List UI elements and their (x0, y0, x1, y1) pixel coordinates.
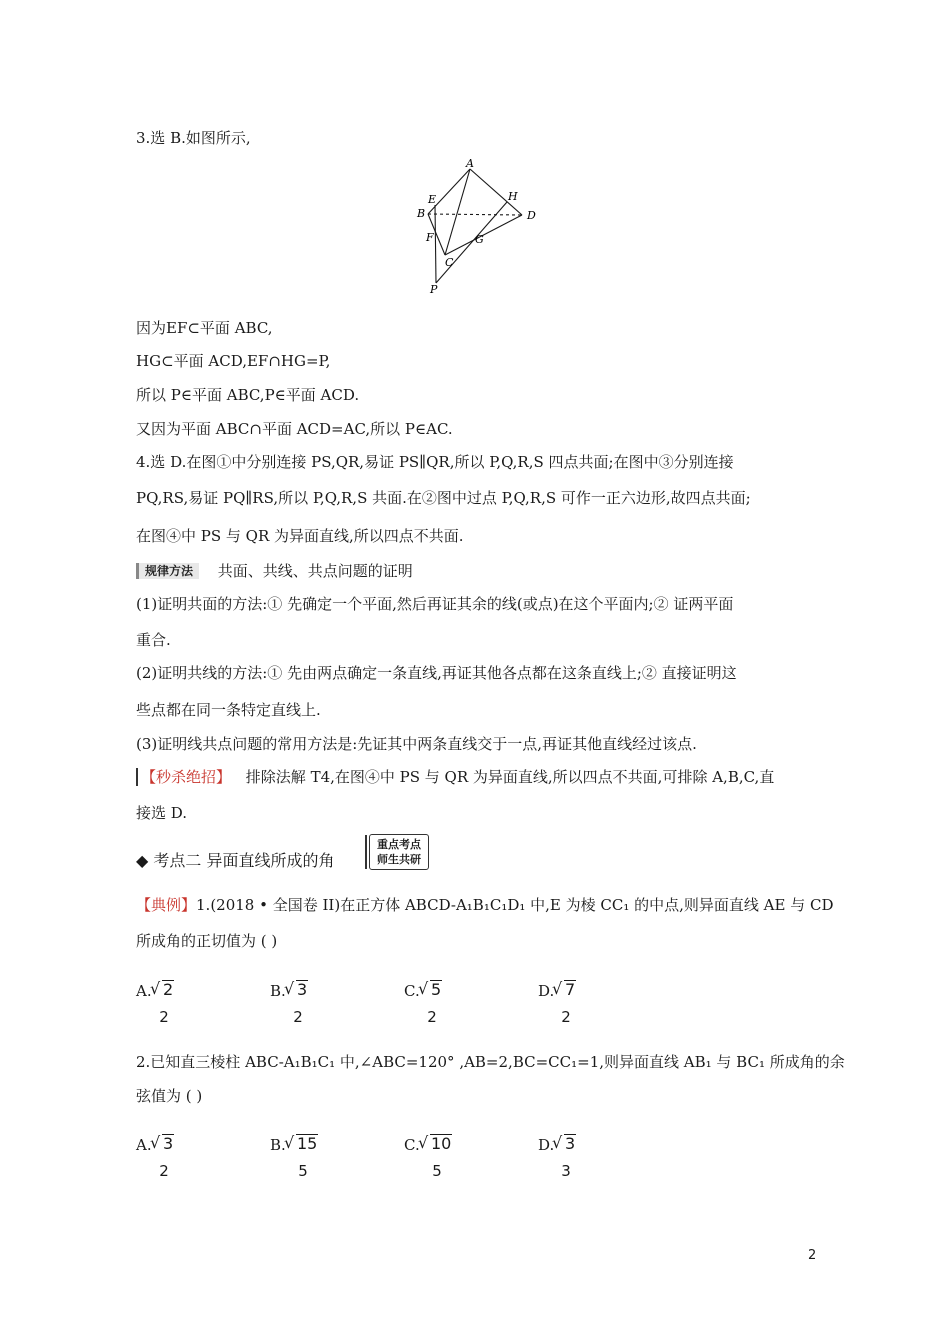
label-D: D (527, 209, 536, 222)
example2-line-1: 2.已知直三棱柱 ABC-A₁B₁C₁ 中,∠ABC=120° ,AB=2,BC=CC₁=1,则异面直线 AB₁ 与 BC₁ 所成角的余 (136, 1053, 845, 1071)
denominator: 2 (159, 1162, 169, 1180)
method-line-1: (1)证明共面的方法:① 先确定一个平面,然后再证其余的线(或点)在这个平面内;② 证两平面 (136, 595, 734, 613)
denominator: 2 (561, 1008, 571, 1026)
radicand: 3 (163, 1134, 174, 1153)
q3-intro: 3.选 B.如图所示, (136, 129, 251, 147)
method-line-2: 重合. (136, 631, 171, 649)
option-label: D. (538, 1136, 555, 1154)
radicand: 7 (565, 980, 576, 999)
radicand: 10 (431, 1134, 452, 1153)
radicand: 15 (297, 1134, 318, 1153)
option-label: C. (404, 982, 420, 1000)
radicand: 5 (431, 980, 442, 999)
ex2-option-d-value: √ 3 3 (552, 1134, 580, 1153)
option-label: C. (404, 1136, 420, 1154)
example1-text: 1.(2018 • 全国卷 II)在正方体 ABCD-A₁B₁C₁D₁ 中,E 为棱 CC₁ 的中点,则异面直线 AE 与 CD (196, 896, 834, 914)
method-line-4: 些点都在同一条特定直线上. (136, 701, 321, 719)
label-A: A (466, 157, 474, 170)
denominator: 5 (298, 1162, 308, 1180)
section-title: ◆ 考点二 异面直线所成的角 (136, 851, 335, 870)
method-line-5: (3)证明线共点问题的常用方法是:先证其中两条直线交于一点,再证其他直线经过该点. (136, 735, 697, 753)
q3-line-4: 又因为平面 ABC∩平面 ACD=AC,所以 P∈AC. (136, 420, 453, 438)
q4-line-2: PQ,RS,易证 PQ∥RS,所以 P,Q,R,S 共面.在②图中过点 P,Q,R,S 可作一正六边形,故四点共面; (136, 489, 751, 507)
method-line-3: (2)证明共线的方法:① 先由两点确定一条直线,再证其他各点都在这条直线上;② 直接证明这 (136, 664, 737, 682)
method-tag: 规律方法 (136, 563, 199, 579)
denominator: 2 (427, 1008, 437, 1026)
option-label: D. (538, 982, 555, 1000)
radicand: 3 (565, 1134, 576, 1153)
example2-line-2: 弦值为 ( ) (136, 1087, 203, 1105)
ex2-option-a-value: √ 3 2 (150, 1134, 178, 1153)
q3-line-1: 因为EF⊂平面 ABC, (136, 319, 273, 337)
label-E: E (428, 193, 437, 206)
trick-line-1 (136, 767, 774, 787)
trick-text: 排除法解 T4,在图④中 PS 与 QR 为异面直线,所以四点不共面,可排除 A,B,C,直 (245, 768, 775, 786)
method-heading (136, 561, 413, 581)
trick-tag: 【秒杀绝招】 (136, 768, 231, 786)
ex1-option-d-value: √ 7 2 (552, 980, 580, 999)
denominator: 2 (159, 1008, 169, 1026)
badge-line-2: 师生共研 (377, 853, 421, 866)
trick-line-2: 接选 D. (136, 804, 188, 822)
label-H: H (508, 190, 518, 203)
example-tag: 【典例】 (136, 896, 197, 914)
label-F: F (426, 231, 434, 244)
q4-line-1: 4.选 D.在图①中分别连接 PS,QR,易证 PS∥QR,所以 P,Q,R,S 四点共面;在图中③分别连接 (136, 453, 734, 471)
q3-line-2: HG⊂平面 ACD,EF∩HG=P, (136, 352, 331, 370)
option-label: B. (270, 982, 286, 1000)
page-number: 2 (808, 1248, 817, 1263)
radicand: 2 (163, 980, 174, 999)
ex2-option-c-value: √ 10 5 (418, 1134, 456, 1153)
label-G: G (475, 233, 484, 246)
option-label: B. (270, 1136, 286, 1154)
q4-line-3: 在图④中 PS 与 QR 为异面直线,所以四点不共面. (136, 527, 464, 545)
ex1-option-c-value: √ 5 2 (418, 980, 446, 999)
example1-line-2: 所成角的正切值为 ( ) (136, 932, 278, 950)
denominator: 5 (432, 1162, 442, 1180)
tetrahedron-figure (410, 155, 550, 295)
q3-line-3: 所以 P∈平面 ABC,P∈平面 ACD. (136, 386, 360, 404)
key-point-badge (369, 834, 429, 870)
ex1-option-b-value: √ 3 2 (284, 980, 312, 999)
denominator: 2 (293, 1008, 303, 1026)
label-C: C (445, 256, 454, 269)
option-label: A. (136, 1136, 152, 1154)
label-P: P (430, 283, 438, 295)
ex1-option-a-value: √ 2 2 (150, 980, 178, 999)
radicand: 3 (297, 980, 308, 999)
label-B: B (417, 207, 426, 220)
option-label: A. (136, 982, 152, 1000)
ex2-option-b-value: √ 15 5 (284, 1134, 322, 1153)
badge-line-1: 重点考点 (377, 838, 421, 851)
denominator: 3 (561, 1162, 571, 1180)
method-title: 共面、共线、共点问题的证明 (217, 562, 413, 580)
example1-line-1 (136, 895, 834, 915)
